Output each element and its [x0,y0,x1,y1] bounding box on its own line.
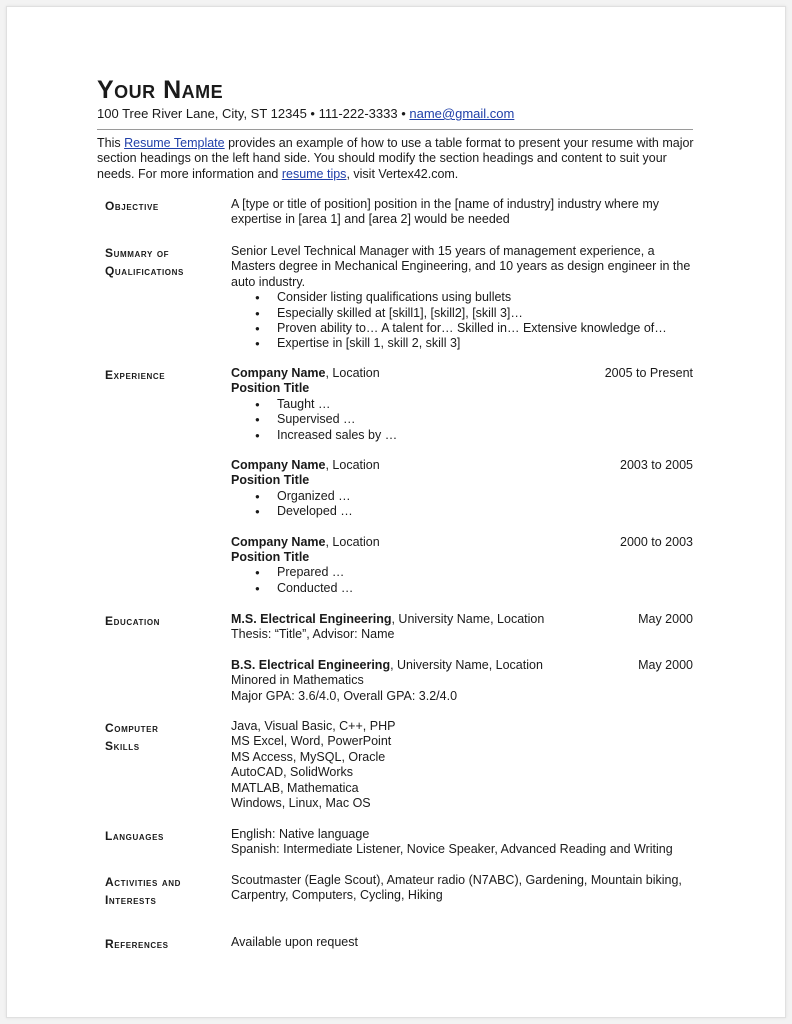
activities-heading [105,873,225,909]
job-dates: 2003 to 2005 [620,458,693,473]
list-item: ● Especially skilled at [skill1], [skill2], [skill 3]… [277,306,693,321]
degree-detail: Thesis: “Title”, Advisor: Name [231,627,395,642]
list-item: ● Increased sales by … [277,428,693,443]
company-location: , Location [325,458,380,473]
skill-line: MS Access, MySQL, Oracle [231,749,386,764]
job-entry [231,458,693,520]
company-name: Company Name [231,366,326,380]
skill-line: Java, Visual Basic, C++, PHP [231,719,396,733]
languages-content [231,827,693,858]
list-item: ● Supervised … [277,412,693,427]
degree-entry [231,612,693,643]
summary-content [231,244,693,352]
job-dates: 2005 to Present [604,366,693,380]
list-item: ● Consider listing qualifications using bullets [277,290,693,305]
degree-date: May 2000 [638,657,693,672]
skill-line: MS Excel, Word, PowerPoint [231,734,392,749]
references-text: Available upon request [231,935,358,949]
summary-heading [105,244,225,280]
resume-name: Your Name [97,76,224,104]
intro-text-2: provides an example of how to use a table format to present your resume with major section headings on the left hand side. You should modify the section headings and content to suit your needs. For more information and [97,136,694,181]
activities-text: Scoutmaster (Eagle Scout), Amateur radio (N7ABC), Gardening, Mountain biking, Carpentry, Computers, Cycling, Hiking [231,873,682,903]
school-name: , University Name, Location [391,612,545,626]
summary-bullets [231,290,693,352]
company-location: , Location [325,366,380,380]
job-bullets [231,489,693,520]
company-name: Company Name [231,458,326,473]
email-link[interactable]: name@gmail.com [409,106,515,121]
list-item: ● Taught … [277,397,693,412]
company-location: , Location [325,534,380,549]
job-dates: 2000 to 2003 [620,534,693,549]
education-content [231,612,693,719]
objective-heading: Objective [105,199,159,213]
skill-line: Windows, Linux, Mac OS [231,796,371,811]
school-name: , University Name, Location [390,657,543,672]
experience-content [231,366,693,611]
degree-date: May 2000 [638,612,693,626]
summary-heading-line-2: Qualifications [105,264,184,278]
contact-address-phone: 100 Tree River Lane, City, ST 12345 • 111-222-3333 • [97,106,410,121]
summary-text: Senior Level Technical Manager with 15 years of management experience, a Masters degree in Mechanical Engineering, and 10 years as design engineer in the auto industry. [231,244,691,289]
intro-paragraph [97,136,697,182]
summary-heading-line-1: Summary of [105,246,170,260]
experience-heading: Experience [105,368,166,382]
resume-tips-link[interactable]: resume tips [281,166,347,181]
objective-text: A [type or title of position] position in the [name of industry] industry where my expertise in [area 1] and [area 2] would be needed [231,197,659,227]
position-title: Position Title [231,381,310,396]
company-name: Company Name [231,534,326,549]
list-item: ● Prepared … [277,565,693,580]
skill-line: AutoCAD, SolidWorks [231,765,354,780]
list-item: ● Expertise in [skill 1, skill 2, skill 3] [277,336,693,351]
job-entry [231,366,693,443]
references-heading: References [105,937,169,951]
language-line: English: Native language [231,827,370,841]
degree-detail: Minored in Mathematics [231,673,364,688]
skills-content [231,719,693,811]
education-heading: Education [105,614,161,628]
list-item: ● Proven ability to… A talent for… Skilled in… Extensive knowledge of… [277,321,693,336]
list-item: ● Conducted … [277,581,693,596]
contact-line [97,106,514,122]
position-title: Position Title [231,473,310,488]
job-bullets [231,397,693,443]
activities-heading-line-2: Interests [105,893,157,907]
position-title: Position Title [231,550,310,565]
degree-name: M.S. Electrical Engineering [231,612,392,626]
skills-heading [105,719,225,755]
degree-detail: Major GPA: 3.6/4.0, Overall GPA: 3.2/4.0 [231,688,458,703]
list-item: ● Organized … [277,489,693,504]
header-divider [97,129,693,130]
activities-heading-line-1: Activities and [105,875,181,889]
skills-heading-line-1: Computer [105,721,159,735]
intro-text-3: , visit Vertex42.com. [346,166,459,181]
skills-heading-line-2: Skills [105,739,140,753]
languages-heading: Languages [105,829,164,843]
skill-line: MATLAB, Mathematica [231,780,359,795]
job-bullets [231,565,693,596]
job-entry [231,535,693,597]
degree-entry [231,658,693,704]
resume-page [6,6,786,1018]
resume-template-link[interactable]: Resume Template [124,136,225,150]
language-line: Spanish: Intermediate Listener, Novice Speaker, Advanced Reading and Writing [231,842,673,857]
list-item: ● Developed … [277,504,693,519]
intro-text-1: This [97,136,125,150]
degree-name: B.S. Electrical Engineering [231,657,391,672]
